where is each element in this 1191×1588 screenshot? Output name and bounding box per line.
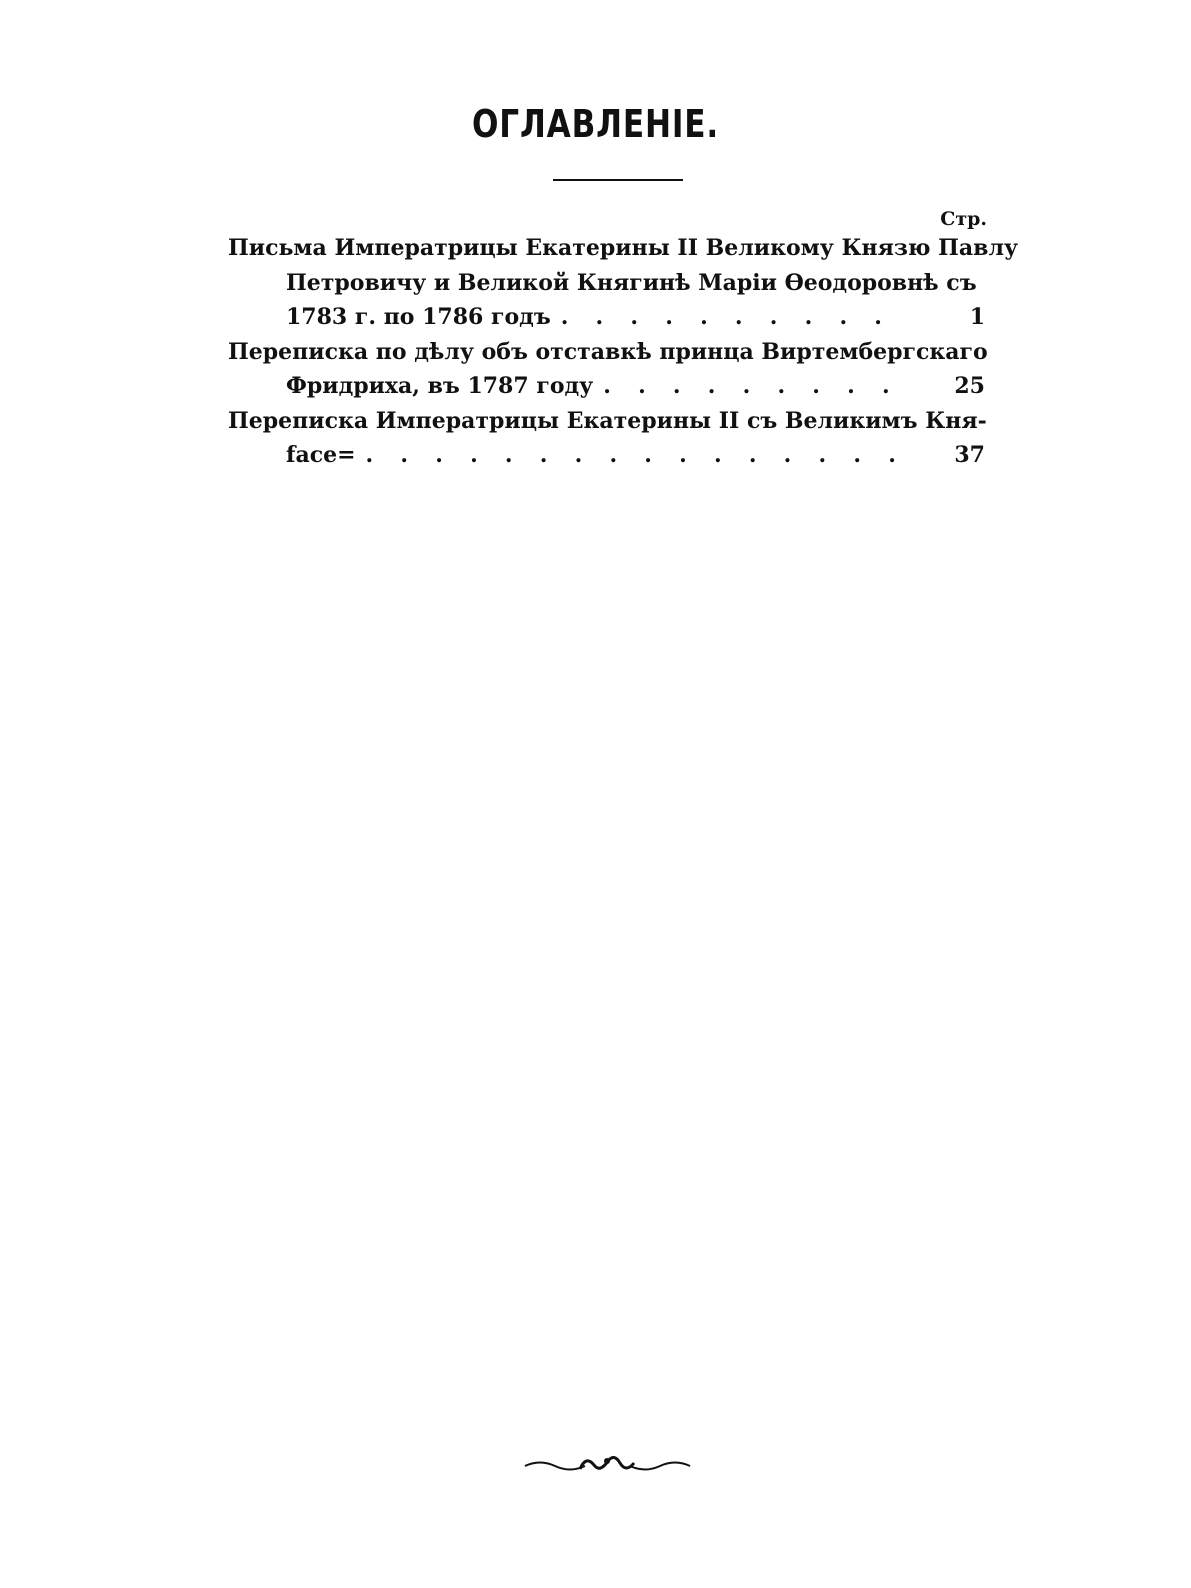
page-column-header: Стр. [940,208,987,230]
toc-page-number: 25 [954,373,985,399]
toc-entry-line [228,405,987,437]
toc-entry-text: Письма Императрицы Екатерины II Великому Князю Павлу [228,235,1019,261]
toc-entry-line [228,336,988,368]
toc-entry-text: Фридриха, въ 1787 году [286,373,594,399]
toc-entry-line [286,267,977,299]
toc-entry-text: Переписка Императрицы Екатерины II съ Великимъ Кня- [228,407,987,434]
toc-entry-text: face= [286,442,356,468]
toc-entry-line [286,439,910,471]
toc-entry-line [286,370,910,402]
toc-page-number: 37 [954,442,985,468]
toc-page-number: 1 [969,304,985,330]
toc-entry-line [228,232,1019,264]
toc-entry-text: Переписка по дѣлу объ отставкѣ принца Виртембергскаго [228,338,988,365]
toc-entry-line [286,301,910,333]
dot-leader [366,439,910,471]
dot-leader [603,370,910,402]
toc-title: ОГЛАВЛЕНІЕ. [471,102,720,146]
toc-entry-text: Петровичу и Великой Княгинѣ Маріи Ѳеодоровнѣ съ [286,269,977,296]
closing-ornament [520,1445,695,1485]
dot-leader [561,301,910,333]
toc-entry-text: 1783 г. по 1786 годъ [286,304,551,330]
